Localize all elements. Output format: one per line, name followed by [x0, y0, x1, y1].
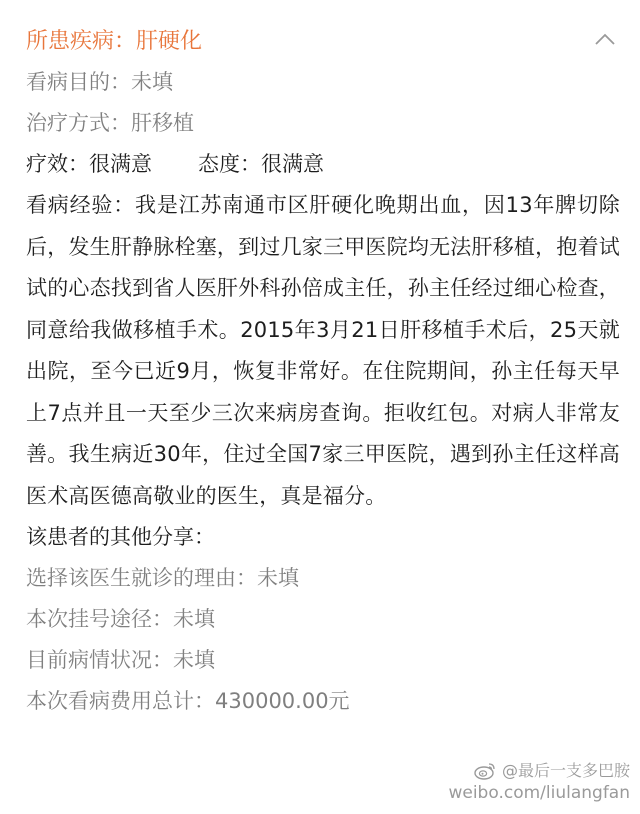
- weibo-watermark: [448, 760, 630, 804]
- weibo-handle: @最后一支多巴胺: [501, 761, 630, 780]
- status-row: [26, 640, 620, 681]
- purpose-row: [26, 62, 620, 103]
- treatment-row: [26, 103, 620, 144]
- status-text: 目前病情状况：未填: [26, 648, 215, 672]
- cost-text: 本次看病费用总计：430000.00元: [26, 689, 350, 713]
- reason-text: 选择该医生就诊的理由：未填: [26, 566, 299, 590]
- chevron-up-icon[interactable]: [594, 32, 616, 46]
- reason-row: [26, 558, 620, 599]
- purpose-text: 看病目的：未填: [26, 70, 173, 94]
- weibo-logo-icon: [474, 762, 496, 780]
- cost-row: [26, 681, 620, 722]
- rating-row: [26, 144, 620, 185]
- experience-paragraph: 看病经验：我是江苏南通市区肝硬化晚期出血，因13年脾切除后，发生肝静脉栓塞，到过几家三甲医院均无法肝移植，抱着试试的心态找到省人医肝外科孙倍成主任，孙主任经过细心检查，同意给我做移植手术。2015年3月21日肝移植手术后，25天就出院，至今已近9月，恢复非常好。在住院期间，孙主任每天早上7点并且一天至少三次来病房查询。拒收红包。对病人非常友善。我生病近30年，住过全国7家三甲医院，遇到孙主任这样高医术高医德高敬业的医生，真是福分。: [26, 193, 620, 508]
- channel-text: 本次挂号途径：未填: [26, 607, 215, 631]
- treatment-text: 治疗方式：肝移植: [26, 111, 194, 135]
- weibo-url: weibo.com/liulangfan: [448, 783, 630, 803]
- disease-title: 所患疾病：肝硬化: [26, 29, 203, 54]
- effect-text: 疗效：很满意: [26, 152, 152, 176]
- disease-header[interactable]: [26, 22, 620, 62]
- attitude-text: 态度：很满意: [198, 152, 324, 176]
- channel-row: [26, 599, 620, 640]
- share-heading: 该患者的其他分享：: [26, 525, 215, 549]
